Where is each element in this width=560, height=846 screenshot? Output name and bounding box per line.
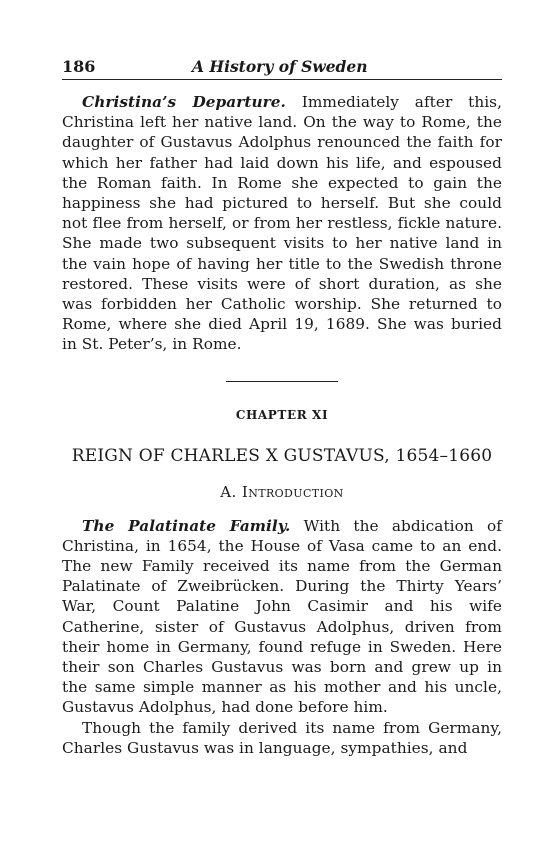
book-title: A History of Sweden xyxy=(192,57,368,76)
section-heading: A. Introduction xyxy=(220,482,344,501)
page-number: 186 xyxy=(62,57,96,76)
paragraph-family-name xyxy=(62,718,502,758)
paragraph-heading: Christina’s Departure. xyxy=(82,93,286,111)
book-page xyxy=(62,55,502,758)
chapter-label: CHAPTER XI xyxy=(235,407,329,422)
running-head xyxy=(62,55,502,79)
paragraph-text: With the abdication of Christina, in 1654, the House of Vasa came to an end. The new Family received its name from the German Palatinate of Zweibrücken. During the Thirty Years’ War, Count Palatine John Casimir and his wife Catherine, sister of Gustavus Adolphus, driven from their home in Germany, found refuge in Sweden. Here their son Charles Gustavus was born and grew up in the same simple manner as his mother and his uncle, Gustavus Adolphus, had done before him. xyxy=(62,516,502,717)
paragraph-text: Though the family derived its name from Germany, Charles Gustavus was in language, sympathies, and xyxy=(62,718,502,757)
section-divider xyxy=(226,381,338,382)
paragraph-christina-departure xyxy=(62,92,502,355)
header-rule xyxy=(62,79,502,80)
paragraph-text: Immediately after this, Christina left her native land. On the way to Rome, the daughter of Gustavus Adolphus renounced the faith for which her father had laid down his life, and espoused the Roman faith. In Rome she expected to gain the happiness she had pictured to herself. But she could not flee from herself, or from her restless, fickle nature. She made two subsequent visits to her native land in the vain hope of having her title to the Swedish throne restored. These visits were of short duration, as she was forbidden her Catholic worship. She returned to Rome, where she died April 19, 1689. She was buried in St. Peter’s, in Rome. xyxy=(62,93,502,354)
chapter-title: REIGN OF CHARLES X GUSTAVUS, 1654–1660 xyxy=(71,445,493,466)
paragraph-heading: The Palatinate Family. xyxy=(82,516,291,535)
paragraph-palatinate-family xyxy=(62,516,502,718)
